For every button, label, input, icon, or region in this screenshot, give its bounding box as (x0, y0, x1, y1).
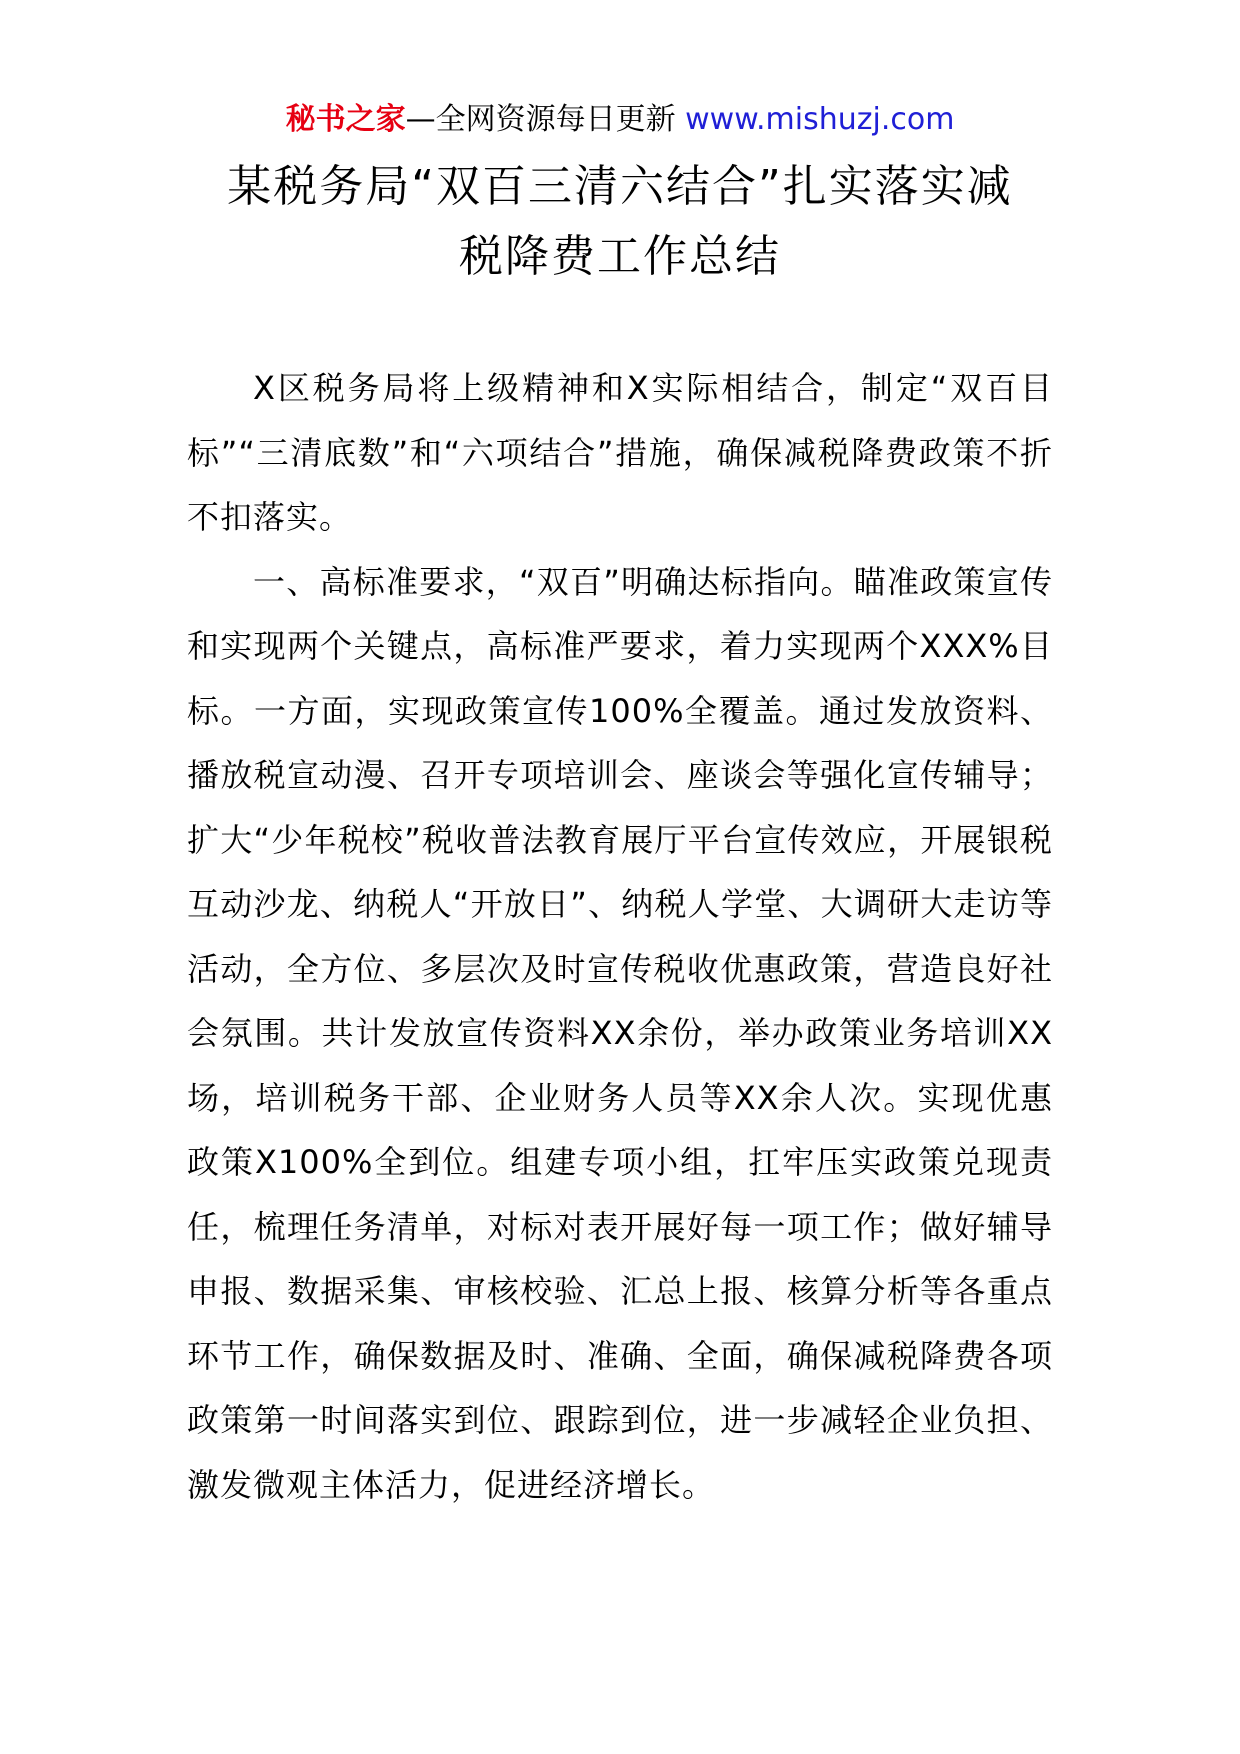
brand-name: 秘书之家 (285, 102, 406, 137)
document-title (180, 152, 1060, 292)
title-line-2: 税降费工作总结 (459, 231, 781, 282)
intro-paragraph: X区税务局将上级精神和X实际相结合，制定“双百目标”“三清底数”和“六项结合”措施，确保减税降费政策不折不扣落实。 (187, 369, 1053, 536)
site-url-link[interactable]: www.mishuzj.com (685, 102, 955, 137)
header-tagline: —全网资源每日更新 (405, 102, 676, 137)
section-one-paragraph: 一、高标准要求，“双百”明确达标指向。瞄准政策宣传和实现两个关键点，高标准严要求，着力实现两个XXX%目标。一方面，实现政策宣传100%全覆盖。通过发放资料、播放税宣动漫、召开专项培训会、座谈会等强化宣传辅导；扩大“少年税校”税收普法教育展厅平台宣传效应，开展银税互动沙龙、纳税人“开放日”、纳税人学堂、大调研大走访等活动，全方位、多层次及时宣传税收优惠政策，营造良好社会氛围。共计发放宣传资料XX余份，举办政策业务培训XX场，培训税务干部、企业财务人员等XX余人次。实现优惠政策X100%全到位。组建专项小组，扛牢压实政策兑现责任，梳理任务清单，对标对表开展好每一项工作；做好辅导申报、数据采集、审核校验、汇总上报、核算分析等各重点环节工作，确保数据及时、准确、全面，确保减税降费各项政策第一时间落实到位、跟踪到位，进一步减轻企业负担、激发微观主体活力，促进经济增长。 (187, 562, 1053, 1504)
watermark-header (0, 100, 1240, 140)
document-body (187, 356, 1053, 1517)
title-line-1: 某税务局“双百三清六结合”扎实落实减 (227, 161, 1013, 212)
